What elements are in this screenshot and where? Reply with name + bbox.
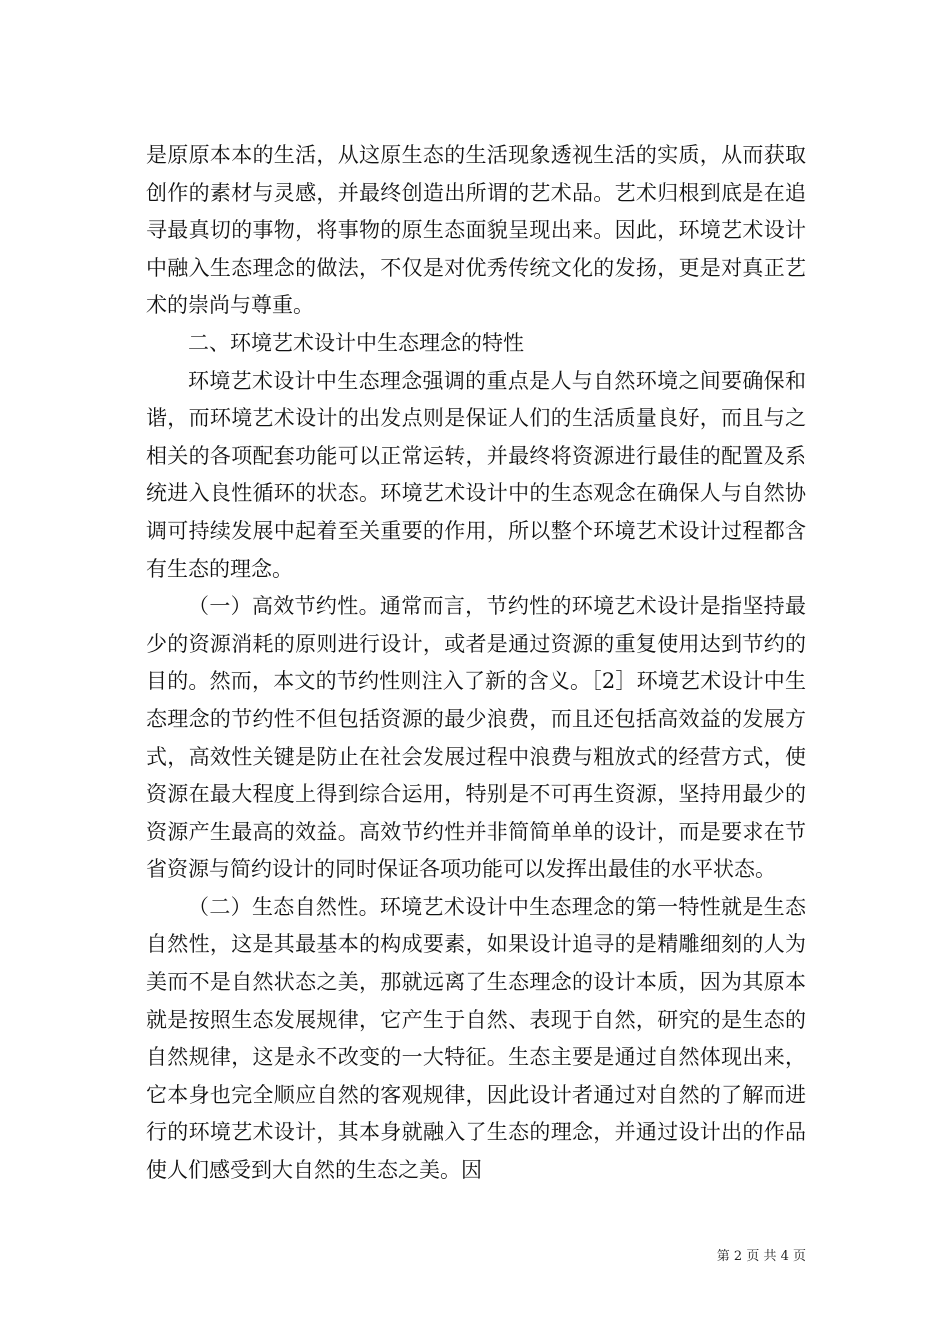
page-number-footer: 第 2 页 共 4 页 — [716, 1249, 806, 1264]
paragraph-efficiency: （一）高效节约性。通常而言，节约性的环境艺术设计是指坚持最少的资源消耗的原则进行设计，或者是通过资源的重复使用达到节约的目的。然而，本文的节约性则注入了新的含义。［2］环境艺术设计中生态理念的节约性不但包括资源的最少浪费，而且还包括高效益的发展方式，高效性关键是防止在社会发展过程中浪费与粗放式的经营方式，使资源在最大程度上得到综合运用，特别是不可再生资源，坚持用最少的资源产生最高的效益。高效节约性并非简简单单的设计，而是要求在节省资源与简约设计的同时保证各项功能可以发挥出最佳的水平状态。 — [146, 594, 806, 882]
paragraph-intro: 环境艺术设计中生态理念强调的重点是人与自然环境之间要确保和谐，而环境艺术设计的出发点则是保证人们的生活质量良好，而且与之相关的各项配套功能可以正常运转，并最终将资源进行最佳的配置及系统进入良性循环的状态。环境艺术设计中的生态观念在确保人与自然协调可持续发展中起着至关重要的作用，所以整个环境艺术设计过程都含有生态的理念。 — [146, 368, 806, 581]
paragraph-nature: （二）生态自然性。环境艺术设计中生态理念的第一特性就是生态自然性，这是其最基本的构成要素，如果设计追寻的是精雕细刻的人为美而不是自然状态之美，那就远离了生态理念的设计本质，因为其原本就是按照生态发展规律，它产生于自然、表现于自然，研究的是生态的自然规律，这是永不改变的一大特征。生态主要是通过自然体现出来，它本身也完全顺应自然的客观规律，因此设计者通过对自然的了解而进行的环境艺术设计，其本身就融入了生态的理念，并通过设计出的作品使人们感受到大自然的生态之美。因 — [146, 894, 806, 1183]
document-body — [146, 137, 806, 1190]
paragraph-continuation: 是原原本本的生活，从这原生态的生活现象透视生活的实质，从而获取创作的素材与灵感，并最终创造出所谓的艺术品。艺术归根到底是在追寻最真切的事物，将事物的原生态面貌呈现出来。因此，环境艺术设计中融入生态理念的做法，不仅是对优秀传统文化的发扬，更是对真正艺术的崇尚与尊重。 — [146, 143, 806, 318]
section-heading: 二、环境艺术设计中生态理念的特性 — [188, 330, 524, 355]
